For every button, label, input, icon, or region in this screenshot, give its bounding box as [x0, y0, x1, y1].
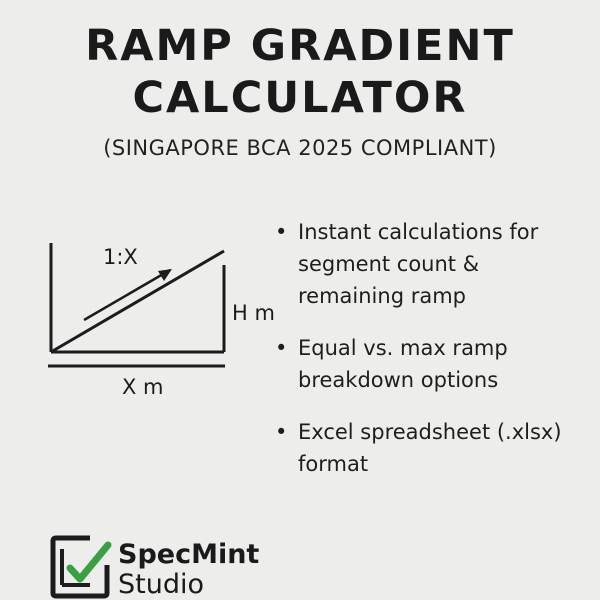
- brand-name: [118, 540, 259, 600]
- brand-name-line-1: SpecMint: [118, 539, 260, 570]
- height-label: H m: [232, 301, 275, 325]
- feature-text: Excel spreadsheet (.xlsx) format: [298, 420, 562, 476]
- checkbox-check-icon: [50, 535, 114, 600]
- ratio-label: 1:X: [103, 245, 138, 269]
- run-label: X m: [122, 375, 164, 399]
- feature-item: [273, 332, 591, 396]
- ramp-diagram: [40, 225, 290, 405]
- bullet-icon: •: [275, 336, 288, 360]
- subtitle: (SINGAPORE BCA 2025 COMPLIANT): [103, 136, 497, 160]
- bullet-icon: •: [275, 220, 288, 244]
- slope-direction-arrow-shaft: [84, 270, 170, 320]
- title-line-1: RAMP GRADIENT: [85, 21, 515, 71]
- feature-text: Equal vs. max ramp breakdown options: [298, 336, 508, 392]
- title-line-2: CALCULATOR: [132, 73, 468, 123]
- page-title: [0, 20, 600, 124]
- brand-name-line-2: Studio: [118, 569, 204, 600]
- logo-check-mark: [70, 545, 108, 579]
- feature-list: [273, 216, 591, 500]
- feature-item: [273, 416, 591, 480]
- bullet-icon: •: [275, 420, 288, 444]
- feature-item: [273, 216, 591, 312]
- feature-text: Instant calculations for segment count & remaining ramp: [298, 220, 539, 308]
- brand: [50, 535, 380, 600]
